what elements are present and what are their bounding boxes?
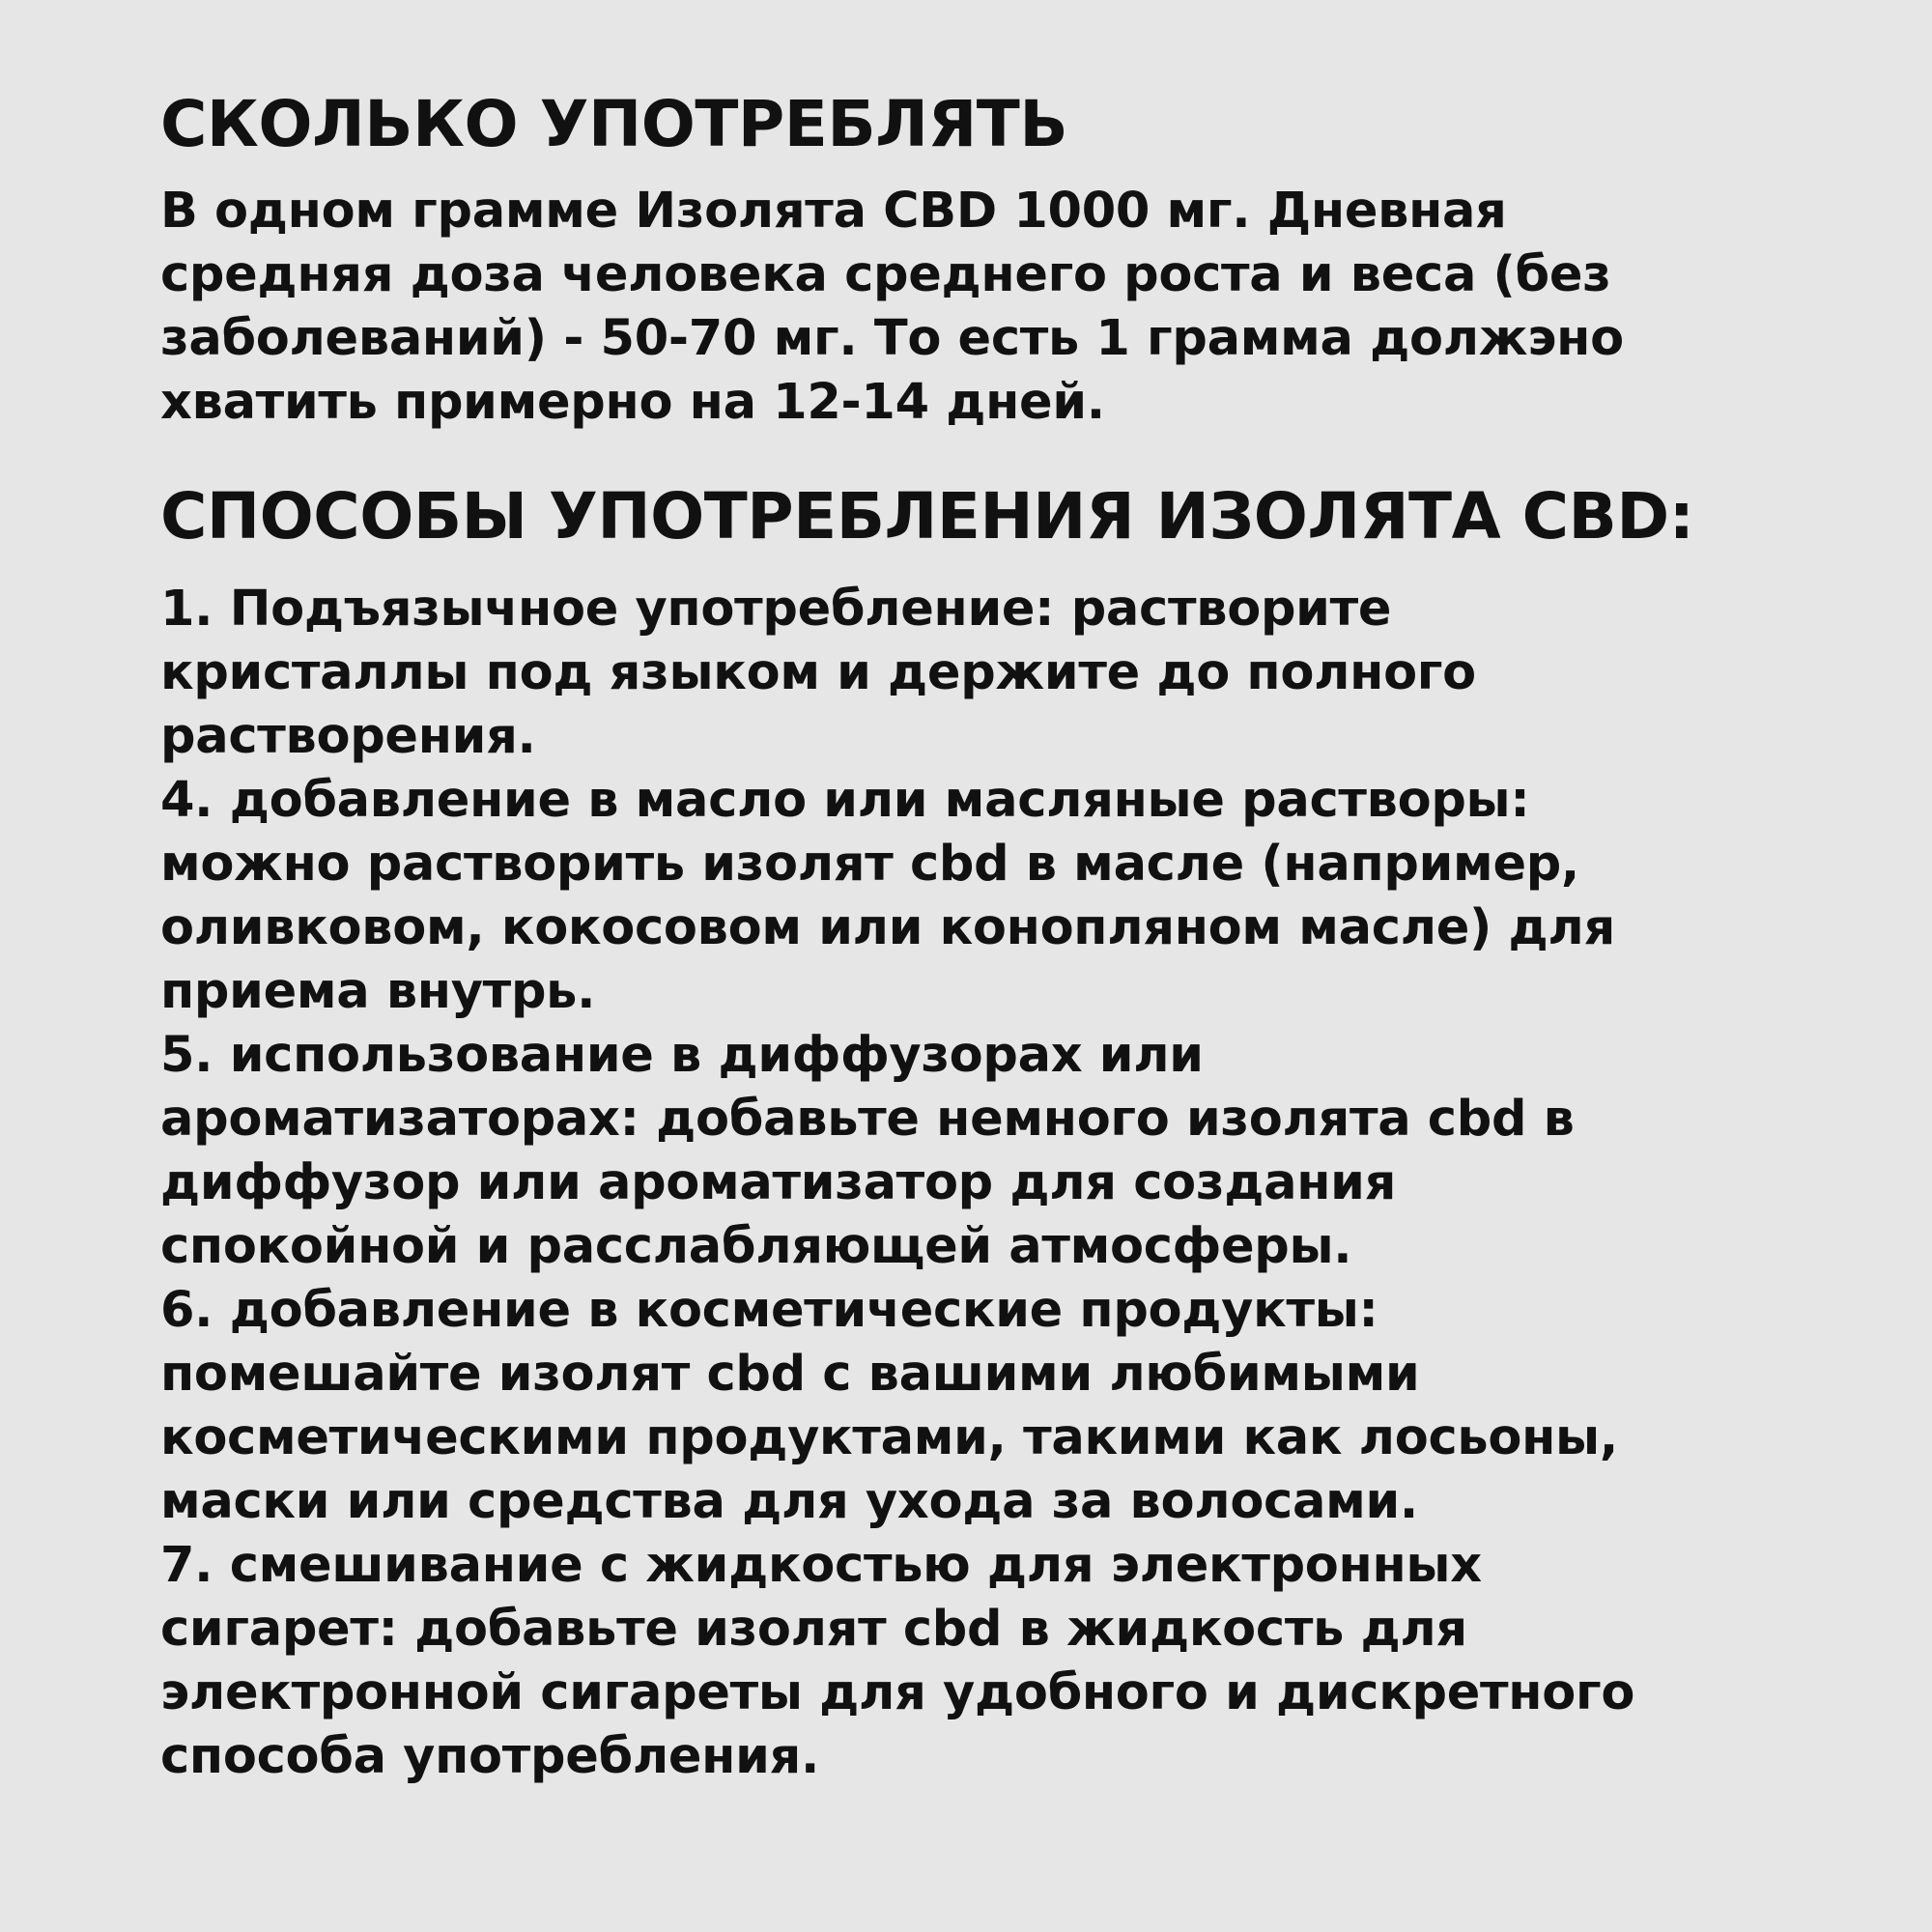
method-line: 7. смешивание с жидкостью для электронных: [160, 1537, 1482, 1594]
dosage-line: средняя доза человека среднего роста и веса (без: [160, 246, 1611, 303]
method-line: растворения.: [160, 708, 536, 765]
dosage-heading: СКОЛЬКО УПОТРЕБЛЯТЬ: [160, 87, 1068, 161]
method-line: приема внутрь.: [160, 963, 596, 1020]
method-line: маски или средства для ухода за волосами.: [160, 1473, 1418, 1530]
dosage-line: заболеваний) - 50-70 мг. То есть 1 грамма должэно: [160, 310, 1624, 367]
method-line: электронной сигареты для удобного и дискретного: [160, 1664, 1635, 1721]
method-line: кристаллы под языком и держите до полного: [160, 644, 1476, 701]
method-line: диффузор или ароматизатор для создания: [160, 1154, 1397, 1211]
method-line: косметическими продуктами, такими как лосьоны,: [160, 1409, 1618, 1466]
method-line: спокойной и расслабляющей атмосферы.: [160, 1218, 1352, 1275]
method-line: ароматизаторах: добавьте немного изолята cbd в: [160, 1091, 1575, 1148]
method-line: 6. добавление в косметические продукты:: [160, 1282, 1378, 1339]
dosage-line: В одном грамме Изолята CBD 1000 мг. Дневная: [160, 183, 1507, 240]
methods-list: [160, 578, 1777, 1789]
method-line: сигарет: добавьте изолят cbd в жидкость для: [160, 1601, 1467, 1658]
method-line: способа употребления.: [160, 1728, 820, 1785]
method-line: оливковом, кокосовом или конопляном масле) для: [160, 899, 1615, 956]
dosage-paragraph: [160, 180, 1777, 435]
method-line: можно растворить изолят cbd в масле (например,: [160, 836, 1580, 893]
method-line: 4. добавление в масло или масляные растворы:: [160, 772, 1530, 829]
methods-heading: СПОСОБЫ УПОТРЕБЛЕНИЯ ИЗОЛЯТА CBD:: [160, 479, 1694, 554]
method-line: помешайте изолят cbd с вашими любимыми: [160, 1346, 1420, 1403]
method-line: 5. использование в диффузорах или: [160, 1027, 1204, 1084]
method-line: 1. Подъязычное употребление: растворите: [160, 581, 1392, 638]
dosage-line: хватить примерно на 12-14 дней.: [160, 374, 1105, 431]
